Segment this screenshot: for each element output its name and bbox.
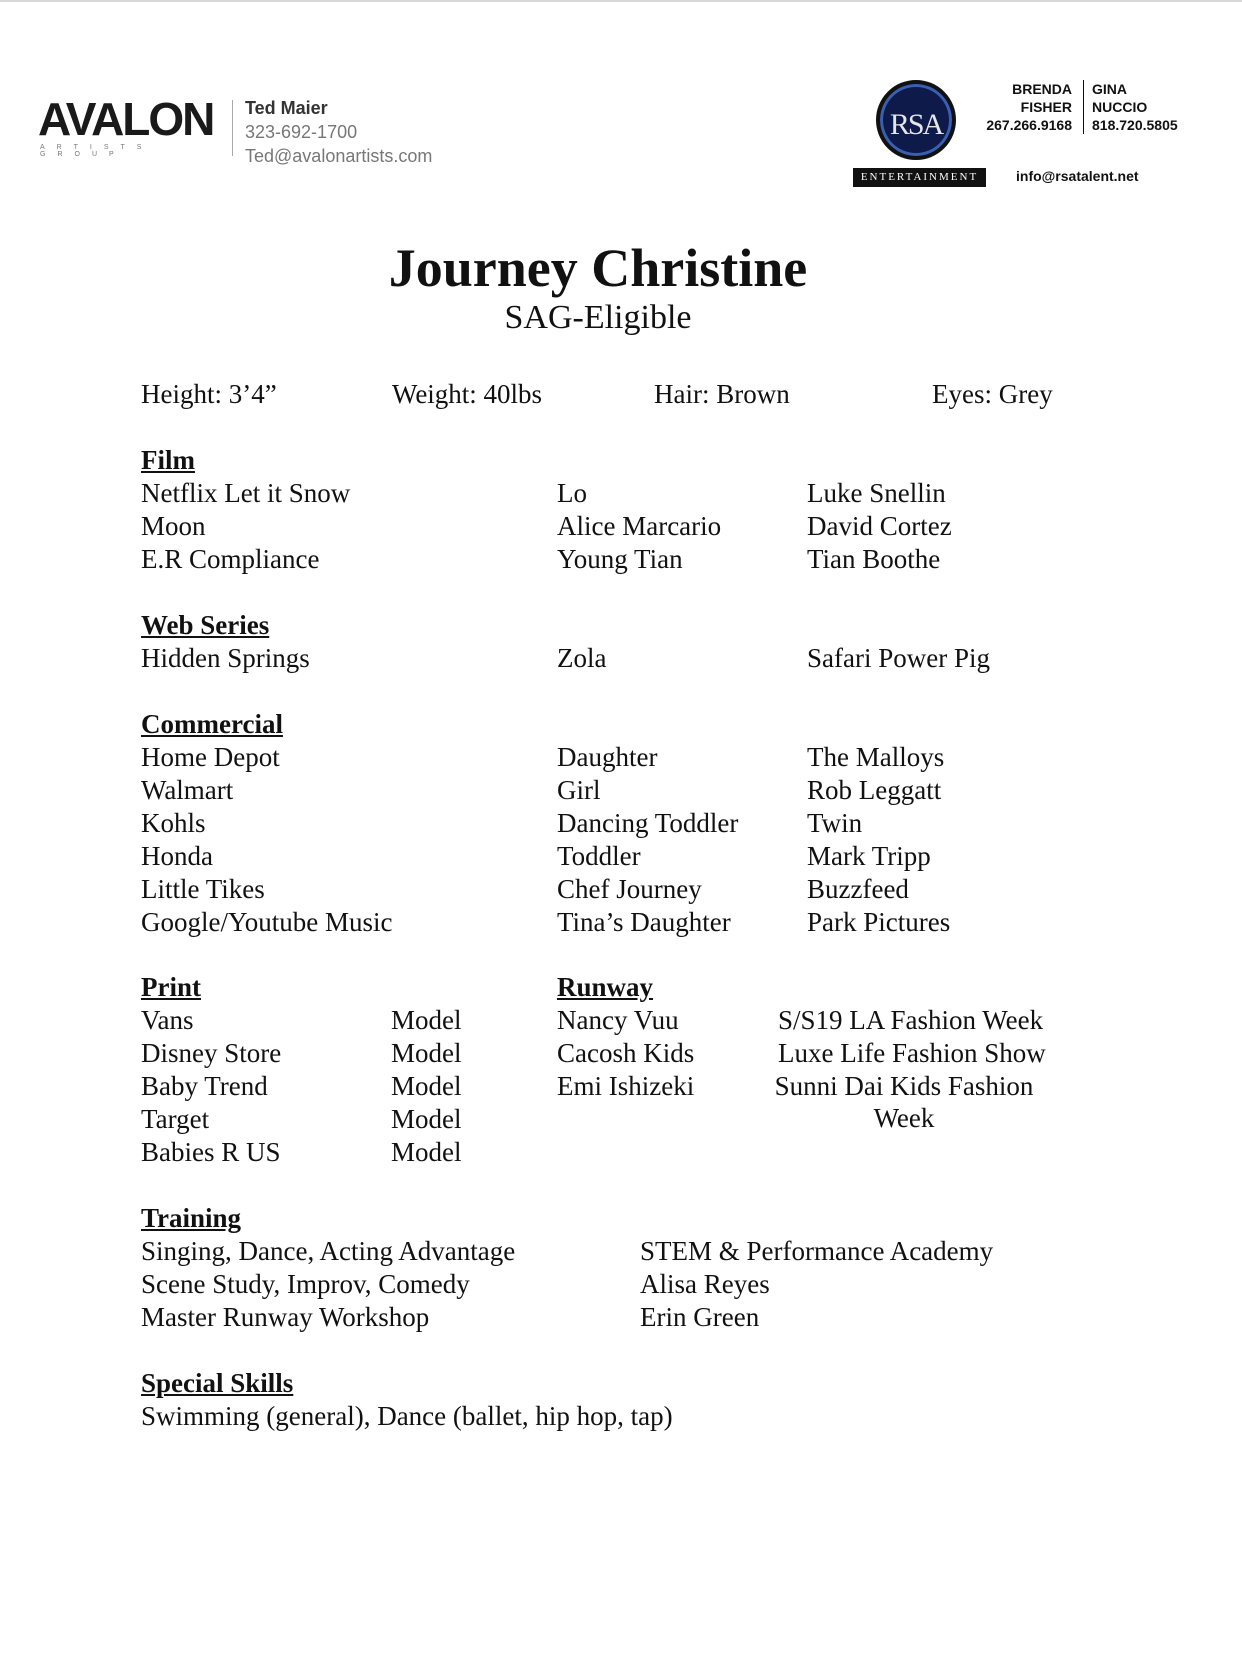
film-heading: Film	[141, 445, 195, 475]
rsa-logo-bar: ENTERTAINMENT	[853, 168, 986, 187]
training-class: Master Runway Workshop	[141, 1302, 430, 1332]
commercial-director: Twin	[807, 808, 863, 838]
print-role: Model	[391, 1005, 462, 1035]
film-project: E.R Compliance	[141, 544, 320, 574]
stat-eyes: Eyes: Grey	[932, 379, 1053, 409]
commercial-role: Daughter	[557, 742, 658, 772]
commercial-brand: Home Depot	[141, 742, 280, 772]
runway-heading: Runway	[557, 972, 654, 1002]
film-director: David Cortez	[807, 511, 952, 541]
commercial-role: Tina’s Daughter	[557, 907, 731, 937]
commercial-brand: Google/Youtube Music	[141, 907, 393, 937]
print-brand: Target	[141, 1104, 210, 1134]
commercial-brand: Little Tikes	[141, 874, 265, 904]
commercial-director: Rob Leggatt	[807, 775, 942, 805]
avalon-contact	[245, 96, 432, 168]
rsa-agent2-phone: 818.720.5805	[1092, 117, 1178, 133]
runway-show: Sunni Dai Kids Fashion Week	[774, 1071, 1034, 1133]
training-instructor: Alisa Reyes	[640, 1269, 770, 1299]
stat-height: Height: 3’4”	[141, 379, 277, 409]
commercial-heading: Commercial	[141, 709, 283, 739]
web-series-project: Hidden Springs	[141, 643, 310, 673]
print-role: Model	[391, 1038, 462, 1068]
rsa-logo-text: RSA	[889, 108, 943, 141]
commercial-director: Park Pictures	[807, 907, 951, 937]
stat-weight: Weight: 40lbs	[392, 379, 543, 409]
training-instructor: STEM & Performance Academy	[640, 1236, 994, 1266]
film-project: Netflix Let it Snow	[141, 478, 351, 508]
avalon-agent-email: Ted@avalonartists.com	[245, 146, 433, 166]
commercial-role: Dancing Toddler	[557, 808, 739, 838]
special-skills-text: Swimming (general), Dance (ballet, hip hop, tap)	[141, 1401, 673, 1431]
rsa-agent2-first: GINA	[1092, 81, 1127, 97]
film-role: Young Tian	[557, 544, 683, 574]
page-top-rule	[0, 0, 1242, 2]
film-role: Alice Marcario	[557, 511, 722, 541]
web-series-heading: Web Series	[141, 610, 270, 640]
film-role: Lo	[557, 478, 587, 508]
print-brand: Babies R US	[141, 1137, 281, 1167]
web-series-role: Zola	[557, 643, 607, 673]
commercial-role: Chef Journey	[557, 874, 702, 904]
rsa-agent1-first: BRENDA	[1012, 81, 1072, 97]
film-project: Moon	[141, 511, 206, 541]
rsa-agent-divider	[1083, 80, 1084, 134]
print-brand: Vans	[141, 1005, 194, 1035]
commercial-brand: Honda	[141, 841, 213, 871]
rsa-agent1-last: FISHER	[1020, 99, 1072, 115]
commercial-director: Buzzfeed	[807, 874, 909, 904]
film-director: Tian Boothe	[807, 544, 941, 574]
print-role: Model	[391, 1104, 462, 1134]
runway-designer: Cacosh Kids	[557, 1038, 695, 1068]
runway-show: S/S19 LA Fashion Week	[778, 1005, 1044, 1035]
commercial-brand: Kohls	[141, 808, 206, 838]
avalon-logo-text: AVALON	[38, 93, 214, 145]
training-instructor: Erin Green	[640, 1302, 760, 1332]
rsa-agent-brenda	[986, 80, 1072, 134]
commercial-director: The Malloys	[807, 742, 945, 772]
print-brand: Baby Trend	[141, 1071, 268, 1101]
special-skills-heading: Special Skills	[141, 1368, 294, 1398]
rsa-email: info@rsatalent.net	[1016, 168, 1139, 184]
avalon-logo-subtext: ARTISTS GROUP	[40, 144, 154, 158]
training-class: Singing, Dance, Acting Advantage	[141, 1236, 516, 1266]
stat-hair: Hair: Brown	[654, 379, 790, 409]
union-status: SAG-Eligible	[504, 299, 692, 336]
print-brand: Disney Store	[141, 1038, 282, 1068]
commercial-director: Mark Tripp	[807, 841, 931, 871]
runway-show: Luxe Life Fashion Show	[778, 1038, 1046, 1068]
print-heading: Print	[141, 972, 201, 1002]
avalon-agent-name: Ted Maier	[245, 98, 328, 118]
rsa-logo-badge	[876, 80, 956, 160]
commercial-role: Girl	[557, 775, 601, 805]
rsa-agent2-last: NUCCIO	[1092, 99, 1148, 115]
film-director: Luke Snellin	[807, 478, 946, 508]
commercial-brand: Walmart	[141, 775, 234, 805]
training-class: Scene Study, Improv, Comedy	[141, 1269, 470, 1299]
runway-designer: Nancy Vuu	[557, 1005, 679, 1035]
avalon-agent-phone: 323-692-1700	[245, 122, 358, 142]
runway-designer: Emi Ishizeki	[557, 1071, 695, 1101]
training-heading: Training	[141, 1203, 242, 1233]
avalon-divider	[232, 100, 233, 156]
avalon-logo	[38, 93, 228, 158]
actor-name: Journey Christine	[388, 238, 808, 298]
print-role: Model	[391, 1071, 462, 1101]
web-series-company: Safari Power Pig	[807, 643, 990, 673]
rsa-agent-gina	[1092, 80, 1178, 134]
rsa-agent1-phone: 267.266.9168	[986, 117, 1072, 133]
print-role: Model	[391, 1137, 462, 1167]
commercial-role: Toddler	[557, 841, 641, 871]
